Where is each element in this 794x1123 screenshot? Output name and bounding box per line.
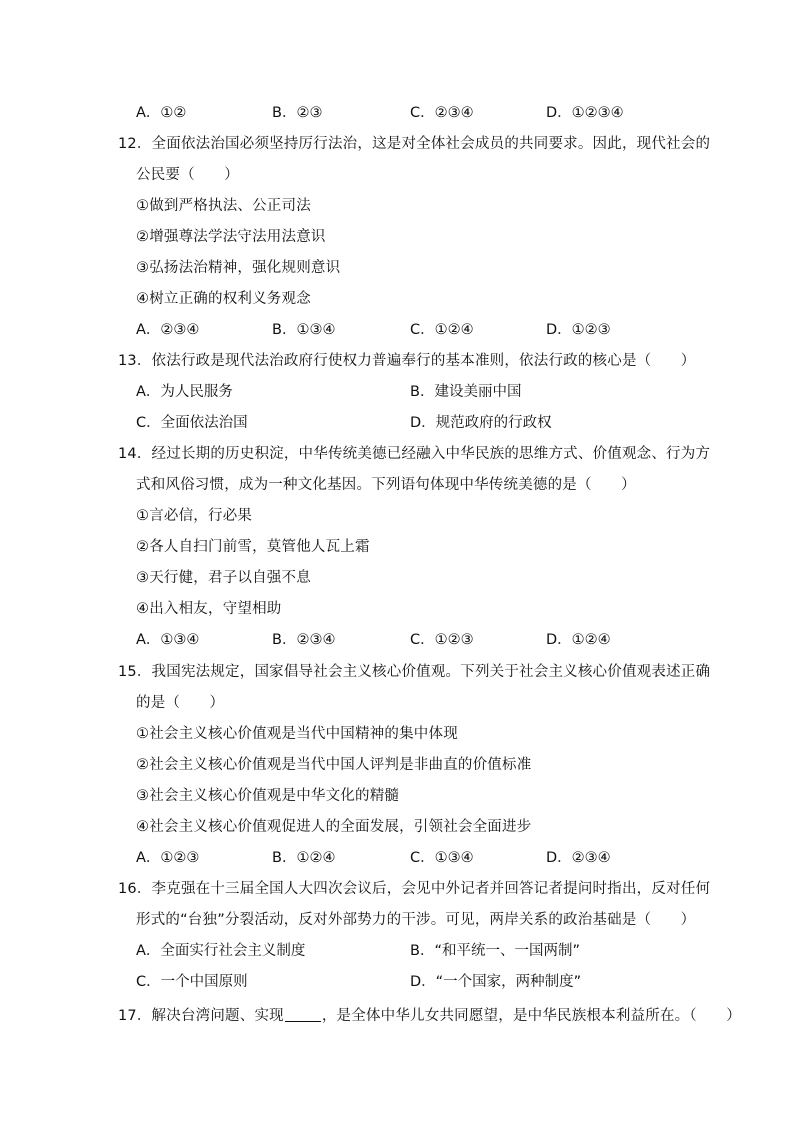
q15-option-b[interactable]: B．①②④ — [272, 850, 336, 866]
q11-option-b[interactable]: B．②③ — [272, 105, 323, 121]
q16-stem-line2: 形式的“台独”分裂活动，反对外部势力的干涉。可见，两岸关系的政治基础是（ ） — [136, 912, 696, 928]
q17-stem-after: ，是全体中华儿女共同愿望，是中华民族根本利益所在。（ ） — [321, 1008, 741, 1024]
q13-option-a[interactable]: A．为人民服务 — [136, 384, 233, 400]
q15-item-4: ④社会主义核心价值观促进人的全面发展，引领社会全面进步 — [136, 819, 532, 835]
q14-item-4: ④出入相友，守望相助 — [136, 601, 282, 617]
q11-option-c[interactable]: C．②③④ — [410, 105, 474, 121]
q16-option-c[interactable]: C．一个中国原则 — [136, 974, 248, 990]
q12-item-4: ④树立正确的权利义务观念 — [136, 291, 311, 307]
q14-option-a[interactable]: A．①③④ — [136, 632, 200, 648]
q17-answer-blank[interactable] — [285, 1007, 321, 1022]
q16-stem-line1: 16．李克强在十三届全国人大四次会议后，会见中外记者并回答记者提问时指出，反对任何 — [118, 881, 711, 897]
q14-option-d[interactable]: D．①②④ — [546, 632, 611, 648]
q14-option-b[interactable]: B．②③④ — [272, 632, 336, 648]
q15-option-d[interactable]: D．②③④ — [546, 850, 611, 866]
q13-stem-line1: 13．依法行政是现代法治政府行使权力普遍奉行的基本准则，依法行政的核心是（ ） — [118, 353, 696, 369]
q15-item-1: ①社会主义核心价值观是当代中国精神的集中体现 — [136, 726, 458, 742]
q15-stem-line1: 15．我国宪法规定，国家倡导社会主义核心价值观。下列关于社会主义核心价值观表述正确 — [118, 664, 711, 680]
q11-option-a[interactable]: A．①② — [136, 105, 187, 121]
q14-stem-line1: 14．经过长期的历史积淀，中华传统美德已经融入中华民族的思维方式、价值观念、行为方 — [118, 446, 711, 462]
q13-option-b[interactable]: B．建设美丽中国 — [410, 384, 522, 400]
q15-stem-line2: 的是（ ） — [136, 695, 225, 711]
q15-item-3: ③社会主义核心价值观是中华文化的精髓 — [136, 788, 400, 804]
q12-item-3: ③弘扬法治精神，强化规则意识 — [136, 260, 341, 276]
q16-option-b[interactable]: B．“和平统一、一国两制” — [410, 943, 580, 959]
q14-stem-line2: 式和风俗习惯，成为一种文化基因。下列语句体现中华传统美德的是（ ） — [136, 477, 636, 493]
q12-item-1: ①做到严格执法、公正司法 — [136, 198, 311, 214]
q12-stem-line2: 公民要（ ） — [136, 167, 239, 183]
q12-option-d[interactable]: D．①②③ — [546, 322, 611, 338]
q13-option-c[interactable]: C．全面依法治国 — [136, 415, 248, 431]
q12-item-2: ②增强尊法学法守法用法意识 — [136, 229, 326, 245]
q12-option-b[interactable]: B．①③④ — [272, 322, 336, 338]
q17-stem — [118, 1005, 741, 1027]
q15-option-c[interactable]: C．①③④ — [410, 850, 474, 866]
q14-option-c[interactable]: C．①②③ — [410, 632, 474, 648]
q16-option-d[interactable]: D．“一个国家，两种制度” — [410, 974, 582, 990]
q12-stem-line1: 12．全面依法治国必须坚持厉行法治，这是对全体社会成员的共同要求。因此，现代社会的 — [118, 136, 711, 152]
q12-option-a[interactable]: A．②③④ — [136, 322, 200, 338]
q14-item-1: ①言必信，行必果 — [136, 508, 253, 524]
q13-option-d[interactable]: D．规范政府的行政权 — [410, 415, 552, 431]
q11-option-d[interactable]: D．①②③④ — [546, 105, 624, 121]
q14-item-3: ③天行健，君子以自强不息 — [136, 570, 311, 586]
q12-option-c[interactable]: C．①②④ — [410, 322, 474, 338]
q15-option-a[interactable]: A．①②③ — [136, 850, 200, 866]
q17-stem-before: 17．解决台湾问题、实现 — [118, 1008, 284, 1024]
q16-option-a[interactable]: A．全面实行社会主义制度 — [136, 943, 306, 959]
q15-item-2: ②社会主义核心价值观是当代中国人评判是非曲直的价值标准 — [136, 757, 532, 773]
q14-item-2: ②各人自扫门前雪，莫管他人瓦上霜 — [136, 539, 370, 555]
